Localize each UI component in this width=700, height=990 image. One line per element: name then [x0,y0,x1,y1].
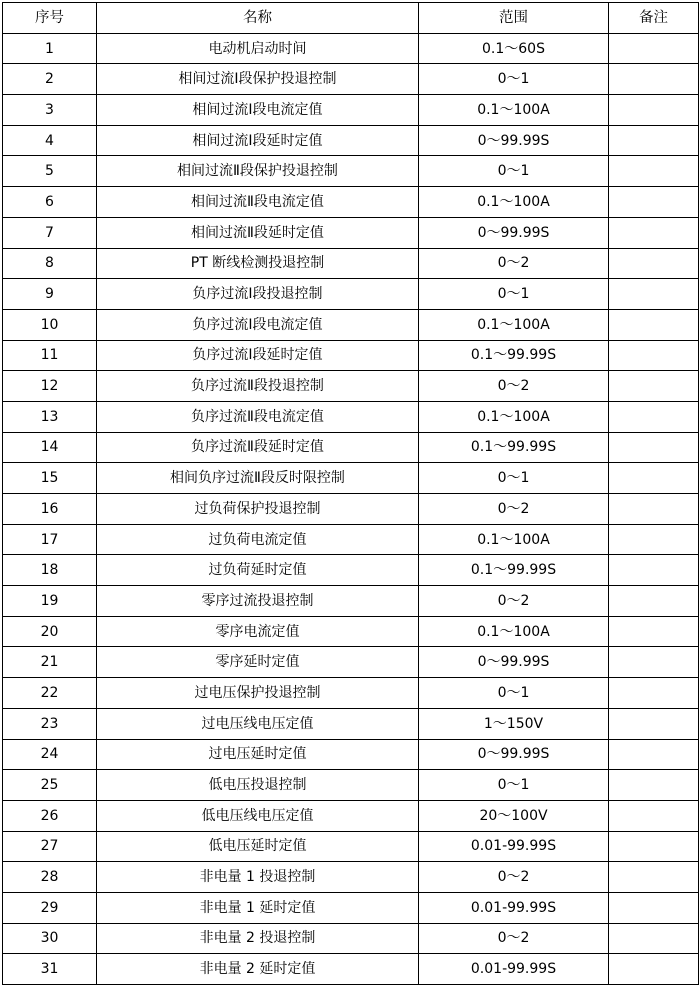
table-row [3,862,699,893]
cell-index: 8 [3,248,97,279]
cell-range: 0～2 [419,248,609,279]
cell-note [609,555,699,586]
cell-name: 非电量 2 延时定值 [97,954,419,985]
table-row [3,279,699,310]
table-row [3,463,699,494]
table-row [3,64,699,95]
cell-index: 18 [3,555,97,586]
cell-range: 0～1 [419,156,609,187]
cell-index: 25 [3,770,97,801]
table-row [3,524,699,555]
header-range: 范围 [419,3,609,34]
cell-range: 0～2 [419,862,609,893]
cell-note [609,279,699,310]
cell-note [609,616,699,647]
cell-name: 相间过流Ⅱ段电流定值 [97,187,419,218]
cell-index: 4 [3,125,97,156]
cell-index: 10 [3,309,97,340]
table-row [3,95,699,126]
cell-name: 过电压延时定值 [97,739,419,770]
cell-range: 20～100V [419,800,609,831]
table-row [3,892,699,923]
cell-name: 相间过流Ⅰ段电流定值 [97,95,419,126]
table-row [3,800,699,831]
cell-index: 21 [3,647,97,678]
cell-name: 零序电流定值 [97,616,419,647]
header-name: 名称 [97,3,419,34]
cell-note [609,831,699,862]
cell-index: 3 [3,95,97,126]
settings-table [2,2,699,985]
cell-name: 非电量 1 延时定值 [97,892,419,923]
header-index: 序号 [3,3,97,34]
cell-note [609,586,699,617]
header-note: 备注 [609,3,699,34]
cell-note [609,125,699,156]
table-row [3,739,699,770]
cell-index: 20 [3,616,97,647]
cell-note [609,647,699,678]
cell-name: 相间负序过流Ⅱ段反时限控制 [97,463,419,494]
cell-range: 0～1 [419,64,609,95]
cell-note [609,862,699,893]
cell-index: 9 [3,279,97,310]
cell-name: 相间过流Ⅰ段保护投退控制 [97,64,419,95]
table-row [3,217,699,248]
cell-range: 0～99.99S [419,739,609,770]
cell-range: 0～1 [419,463,609,494]
cell-index: 31 [3,954,97,985]
table-row [3,494,699,525]
cell-name: 负序过流Ⅱ段投退控制 [97,371,419,402]
cell-note [609,156,699,187]
cell-note [609,739,699,770]
cell-note [609,770,699,801]
table-row [3,586,699,617]
cell-note [609,309,699,340]
cell-name: 低电压线电压定值 [97,800,419,831]
cell-note [609,33,699,64]
cell-note [609,524,699,555]
table-row [3,156,699,187]
table-row [3,187,699,218]
table-row [3,125,699,156]
table-row [3,647,699,678]
cell-range: 0.1～99.99S [419,340,609,371]
cell-name: 非电量 2 投退控制 [97,923,419,954]
table-row [3,708,699,739]
cell-range: 0～99.99S [419,647,609,678]
cell-name: 负序过流Ⅱ段延时定值 [97,432,419,463]
cell-range: 1～150V [419,708,609,739]
cell-range: 0.01-99.99S [419,954,609,985]
cell-name: 过负荷保护投退控制 [97,494,419,525]
table-row [3,555,699,586]
cell-note [609,800,699,831]
table-body [3,33,699,984]
cell-name: 过电压保护投退控制 [97,678,419,709]
cell-name: 相间过流Ⅰ段延时定值 [97,125,419,156]
table-row [3,770,699,801]
cell-index: 28 [3,862,97,893]
cell-name: 负序过流Ⅰ段延时定值 [97,340,419,371]
cell-range: 0～1 [419,678,609,709]
cell-name: 相间过流Ⅱ段延时定值 [97,217,419,248]
cell-note [609,95,699,126]
cell-name: 电动机启动时间 [97,33,419,64]
cell-range: 0.1～100A [419,616,609,647]
table-row [3,954,699,985]
cell-index: 22 [3,678,97,709]
cell-range: 0.1～100A [419,309,609,340]
cell-name: 零序过流投退控制 [97,586,419,617]
cell-note [609,463,699,494]
cell-index: 23 [3,708,97,739]
cell-name: 过负荷电流定值 [97,524,419,555]
cell-name: 负序过流Ⅰ段投退控制 [97,279,419,310]
cell-note [609,494,699,525]
cell-range: 0～2 [419,494,609,525]
cell-range: 0～1 [419,770,609,801]
cell-index: 29 [3,892,97,923]
cell-index: 27 [3,831,97,862]
cell-index: 6 [3,187,97,218]
table-row [3,248,699,279]
cell-index: 26 [3,800,97,831]
cell-range: 0.01-99.99S [419,892,609,923]
cell-range: 0～2 [419,371,609,402]
table-row [3,831,699,862]
cell-range: 0.1～100A [419,524,609,555]
table-row [3,923,699,954]
table-row [3,309,699,340]
cell-range: 0.1～100A [419,95,609,126]
cell-name: 零序延时定值 [97,647,419,678]
cell-index: 13 [3,401,97,432]
cell-range: 0.1～99.99S [419,432,609,463]
cell-range: 0.1～100A [419,187,609,218]
cell-name: PT 断线检测投退控制 [97,248,419,279]
table-row [3,678,699,709]
cell-name: 低电压延时定值 [97,831,419,862]
cell-index: 1 [3,33,97,64]
table-row [3,371,699,402]
cell-range: 0.1～60S [419,33,609,64]
cell-note [609,708,699,739]
cell-note [609,340,699,371]
cell-index: 2 [3,64,97,95]
cell-note [609,892,699,923]
table-header-row [3,3,699,34]
cell-range: 0.01-99.99S [419,831,609,862]
table-row [3,401,699,432]
cell-note [609,371,699,402]
cell-name: 负序过流Ⅱ段电流定值 [97,401,419,432]
cell-range: 0～2 [419,923,609,954]
cell-note [609,432,699,463]
cell-range: 0～1 [419,279,609,310]
settings-table-container [2,2,699,985]
cell-note [609,923,699,954]
cell-index: 24 [3,739,97,770]
cell-note [609,678,699,709]
cell-range: 0～2 [419,586,609,617]
cell-range: 0～99.99S [419,217,609,248]
cell-note [609,248,699,279]
cell-name: 相间过流Ⅱ段保护投退控制 [97,156,419,187]
cell-name: 非电量 1 投退控制 [97,862,419,893]
cell-index: 12 [3,371,97,402]
table-row [3,33,699,64]
cell-name: 过负荷延时定值 [97,555,419,586]
cell-note [609,217,699,248]
cell-index: 15 [3,463,97,494]
cell-range: 0.1～100A [419,401,609,432]
cell-index: 19 [3,586,97,617]
cell-index: 16 [3,494,97,525]
cell-name: 过电压线电压定值 [97,708,419,739]
cell-note [609,954,699,985]
cell-index: 14 [3,432,97,463]
cell-name: 低电压投退控制 [97,770,419,801]
cell-note [609,401,699,432]
cell-index: 30 [3,923,97,954]
cell-note [609,64,699,95]
cell-range: 0.1～99.99S [419,555,609,586]
cell-index: 17 [3,524,97,555]
cell-note [609,187,699,218]
cell-index: 5 [3,156,97,187]
cell-name: 负序过流Ⅰ段电流定值 [97,309,419,340]
cell-range: 0～99.99S [419,125,609,156]
table-row [3,616,699,647]
table-row [3,432,699,463]
cell-index: 11 [3,340,97,371]
cell-index: 7 [3,217,97,248]
table-row [3,340,699,371]
